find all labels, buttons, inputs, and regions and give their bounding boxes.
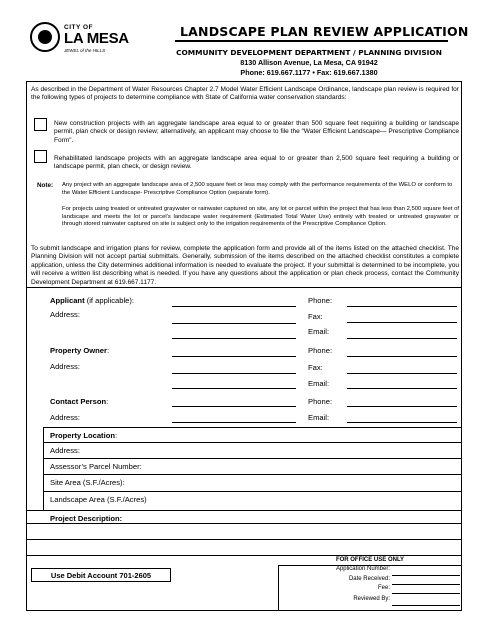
property-block-top-border <box>43 427 462 428</box>
contact-email-field[interactable] <box>347 422 457 423</box>
reviewed-by-field[interactable] <box>392 605 460 606</box>
fee-field[interactable] <box>392 593 460 594</box>
applicant-email-label: Email: <box>308 327 330 336</box>
intro-paragraph: As described in the Department of Water Resources Chapter 2.7 Model Water Efficient Landscape Ordinance, landscape plan review is required for the following types of projects to determine compliance with State of California water conservation standards: <box>31 86 459 102</box>
site-area-field[interactable] <box>43 491 462 492</box>
fee-label: Fee: <box>377 585 390 591</box>
contact-email-label: Email: <box>308 413 330 422</box>
applicant-fax-field[interactable] <box>347 322 457 323</box>
new-construction-checkbox[interactable] <box>34 118 47 131</box>
property-address-field[interactable] <box>43 458 462 459</box>
applicant-address-field[interactable] <box>172 323 296 324</box>
submission-instructions: To submit landscape and irrigation plans for review, complete the application form and provide all of the items listed on the attached checklist. The Planning Division will not accept partial submittals. Generally, submission of the items described on the attached checklist constitutes a complete application, unless the City determines additional information is needed to evaluate the project. If your submittal is determined to be incomplete, you will receive a written list describing what is needed. If you have any questions about the application or plan check process, contact the Community Development Department at 619.667.1177. <box>31 245 459 286</box>
property-address-label: Address: <box>50 446 80 455</box>
contact-label: Contact Person: <box>50 397 109 406</box>
applicant-label: Applicant (if applicable): <box>50 296 134 305</box>
owner-label: Property Owner: <box>50 346 110 355</box>
owner-field[interactable] <box>172 356 296 357</box>
applicant-phone-label: Phone: <box>308 296 333 305</box>
rehabilitated-checkbox[interactable] <box>34 150 47 163</box>
page-title: LANDSCAPE PLAN REVIEW APPLICATION <box>180 24 469 39</box>
department-phone-fax: Phone: 619.667.1177 • Fax: 619.667.1380 <box>240 68 378 77</box>
contact-phone-label: Phone: <box>308 397 333 406</box>
rehabilitated-option: Rehabilitated landscape projects with an aggregate landscape area equal to or greater than 2,500 square feet requiring a building or landscape permit, plan check, or design review. <box>54 155 459 171</box>
site-area-label: Site Area (S.F./Acres): <box>50 478 125 487</box>
reviewed-by-label: Reviewed By: <box>353 596 390 602</box>
contact-address-field[interactable] <box>172 422 296 423</box>
new-construction-option: New construction projects with an aggregate landscape area equal to or greater than 500 square feet requiring a building or landscape permit, plan check or design review; alternatively, an applicant may choose to file the “Water Efficient Landscape— Prescriptive Compliance Form”. <box>54 120 459 144</box>
date-received-label: Date Received: <box>348 576 390 582</box>
date-received-field[interactable] <box>392 584 460 585</box>
property-location-field[interactable] <box>43 442 462 443</box>
owner-fax-label: Fax: <box>308 363 323 372</box>
contact-address-label: Address: <box>50 413 80 422</box>
city-logo <box>30 22 140 70</box>
owner-email-field[interactable] <box>347 388 457 389</box>
city-seal-icon <box>30 22 60 52</box>
applicant-address-label: Address: <box>50 310 80 319</box>
note-item-1: Any project with an aggregate landscape area of 2,500 square feet or less may comply with the performance requirements of the WELO or conform to the Water Efficient Landscape- Prescriptive Compliance Option (separate form). <box>62 182 453 196</box>
office-use-heading: FOR OFFICE USE ONLY <box>335 557 405 563</box>
owner-fax-field[interactable] <box>347 373 457 374</box>
contact-field[interactable] <box>172 406 296 407</box>
owner-address-label: Address: <box>50 362 80 371</box>
applicant-phone-field[interactable] <box>347 306 457 307</box>
owner-phone-field[interactable] <box>347 356 457 357</box>
contact-phone-field[interactable] <box>347 406 457 407</box>
applicant-address-line-2[interactable] <box>172 338 296 339</box>
property-block-left-border <box>43 427 44 510</box>
project-description-label: Project Description: <box>50 514 123 523</box>
project-description-line-2[interactable] <box>26 539 462 540</box>
landscape-area-field[interactable] <box>26 510 462 511</box>
applicant-email-field[interactable] <box>347 338 457 339</box>
application-number-field[interactable] <box>392 575 460 576</box>
section-divider <box>26 287 462 288</box>
logo-name: LA MESA <box>64 30 129 47</box>
property-location-label: Property Location: <box>50 431 118 440</box>
logo-tagline: JEWEL of the HILLS <box>64 48 106 53</box>
project-description-line-1[interactable] <box>26 523 462 524</box>
applicant-field[interactable] <box>172 306 296 307</box>
parcel-number-label: Assessor’s Parcel Number: <box>50 462 142 471</box>
project-description-line-3[interactable] <box>26 555 462 556</box>
application-number-label: Application Number: <box>335 566 390 572</box>
parcel-number-field[interactable] <box>43 474 462 475</box>
landscape-area-label: Landscape Area (S.F./Acres) <box>50 495 147 504</box>
department-address: 8130 Allison Avenue, La Mesa, CA 91942 <box>240 58 378 67</box>
applicant-fax-label: Fax: <box>308 312 323 321</box>
debit-account-box: Use Debit Account 701-2605 <box>31 568 171 582</box>
owner-phone-label: Phone: <box>308 346 333 355</box>
note-item-2: For projects using treated or untreated graywater or rainwater captured on site, any lot or parcel within the project that has less than 2,500 square feet of landscape and meets the lot or parcel’s landscape water requirement (Estimated Total Water Use) entirely with treated or untreated graywater or through stored rainwater captured on site is subject only to the irrigation requirements of the Prescriptive Compliance Option. <box>62 206 459 228</box>
owner-address-line-2[interactable] <box>172 388 296 389</box>
logo-city-of: CITY OF <box>64 24 94 31</box>
title-underline <box>175 40 448 42</box>
owner-address-field[interactable] <box>172 373 296 374</box>
note-label: Note: <box>37 182 54 189</box>
owner-email-label: Email: <box>308 379 330 388</box>
department-name: COMMUNITY DEVELOPMENT DEPARTMENT / PLANNING DIVISION <box>176 48 442 57</box>
